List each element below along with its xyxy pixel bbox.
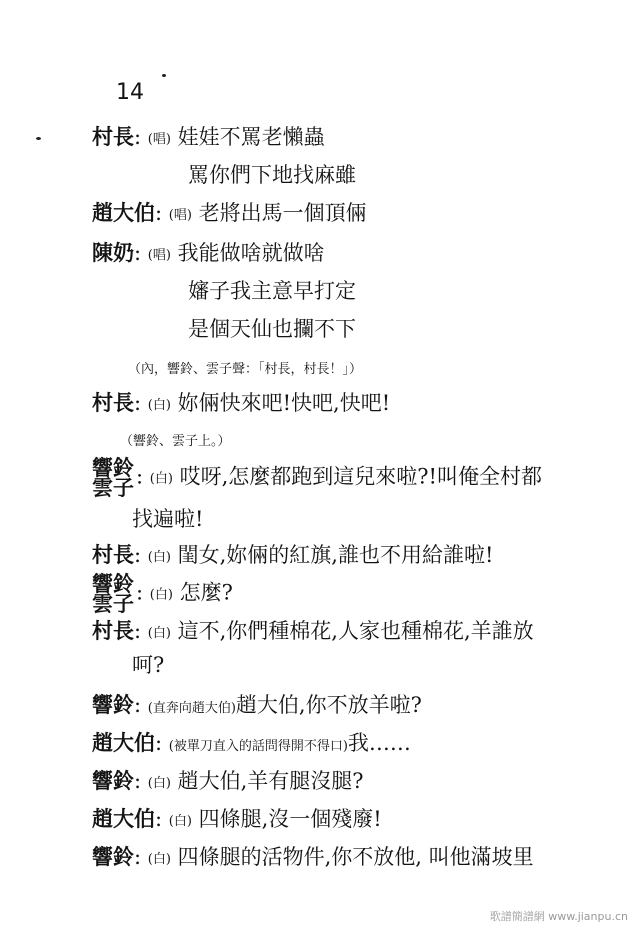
speaker-name: 趙大伯 (92, 806, 155, 831)
line-text: 閨女,妳倆的紅旗,誰也不用給誰啦! (177, 543, 494, 567)
speaker-group (92, 455, 134, 500)
colon: : (136, 580, 144, 605)
delivery-mode: (白) (147, 398, 171, 413)
speaker-name: 村長 (92, 124, 134, 149)
speaker-name: 村長 (92, 542, 134, 567)
page-number: 14 (116, 80, 144, 105)
ink-speck (36, 137, 41, 140)
line-text: 找遍啦! (132, 507, 204, 531)
colon: : (155, 807, 163, 831)
dialogue-line (188, 316, 356, 342)
dialogue-line (92, 768, 364, 797)
ink-speck (162, 74, 166, 77)
line-text: 我能做啥就做啥 (177, 241, 325, 265)
colon: : (134, 619, 142, 643)
speaker-name: 響鈴 (92, 571, 134, 596)
dialogue-line (92, 692, 422, 722)
speaker-name: 村長 (92, 390, 134, 415)
stage-direction: （內，響鈴、雲子聲：「村長，村長！」） (128, 362, 363, 377)
line-text: 妳倆快來吧!快吧,快吧! (177, 391, 391, 415)
dialogue-line (188, 162, 356, 188)
speaker-name: 響鈴 (92, 692, 134, 717)
dialogue-line (188, 278, 356, 304)
colon: : (136, 464, 144, 489)
dialogue-line (92, 806, 382, 835)
dialogue-line (92, 200, 367, 229)
dialogue-line (92, 240, 325, 269)
line-text: 趙大伯,你不放羊啦? (235, 693, 422, 717)
speaker-name: 響鈴 (92, 768, 134, 793)
line-text: 我…… (347, 731, 411, 755)
dialogue-line (92, 542, 493, 571)
speaker-name: 雲子 (92, 475, 134, 500)
line-text: 哎呀,怎麼都跑到這兒來啦?!叫俺全村都 (179, 464, 542, 489)
speaker-group (92, 571, 134, 616)
dialogue-line (92, 730, 411, 760)
dialogue-line (92, 455, 542, 500)
dialogue-line (92, 844, 534, 873)
delivery-mode: (唱) (147, 132, 171, 147)
colon: : (134, 391, 142, 415)
dialogue-line (92, 618, 534, 647)
colon: : (134, 845, 142, 869)
delivery-mode: (白) (147, 776, 171, 791)
speaker-name: 雲子 (92, 591, 134, 616)
speaker-name: 響鈴 (92, 844, 134, 869)
line-text: 呵? (132, 653, 165, 677)
delivery-mode: (唱) (168, 208, 192, 223)
line-text: 四條腿,沒一個殘廢! (198, 807, 382, 831)
colon: : (155, 201, 163, 225)
line-text: 老將出馬一個頂倆 (198, 201, 367, 225)
delivery-mode: (白) (147, 626, 171, 641)
line-text: 趙大伯,羊有腿沒腿? (177, 769, 364, 793)
stage-direction: （響鈴、雲子上。） (120, 434, 231, 449)
dialogue-line (92, 124, 325, 153)
delivery-mode: (白) (147, 852, 171, 867)
dialogue-line (92, 390, 390, 419)
delivery-mode: (白) (168, 814, 192, 829)
colon: : (134, 241, 142, 265)
line-text: 罵你們下地找麻雖 (188, 163, 356, 187)
line-text: 嬸子我主意早打定 (188, 279, 356, 303)
dialogue-line (132, 652, 164, 678)
stage-direction-inline: (被單刀直入的話問得開不得口) (168, 739, 348, 754)
dialogue-line (92, 571, 233, 616)
line-text: 怎麼? (179, 580, 233, 605)
line-text: 四條腿的活物件,你不放他, 叫他滿坡里 (177, 845, 534, 869)
speaker-name: 趙大伯 (92, 200, 155, 225)
speaker-name: 村長 (92, 618, 134, 643)
colon: : (134, 543, 142, 567)
speaker-name: 趙大伯 (92, 730, 155, 755)
dialogue-line (132, 506, 203, 532)
colon: : (134, 125, 142, 149)
delivery-mode: (白) (149, 471, 173, 487)
line-text: 是個天仙也攔不下 (188, 317, 356, 341)
speaker-name: 陳奶 (92, 240, 134, 265)
colon: : (134, 769, 142, 793)
delivery-mode: (唱) (147, 248, 171, 263)
line-text: 娃娃不罵老懶蟲 (177, 125, 325, 149)
delivery-mode: (白) (147, 550, 171, 565)
watermark: 歌譜簡譜網 www.jianpu.cn (489, 910, 628, 923)
delivery-mode: (白) (149, 587, 173, 603)
colon: : (134, 693, 142, 717)
line-text: 這不,你們種棉花,人家也種棉花,羊誰放 (177, 619, 534, 643)
speaker-name: 響鈴 (92, 455, 134, 480)
colon: : (155, 731, 163, 755)
stage-direction-inline: (直奔向趙大伯) (147, 701, 236, 716)
